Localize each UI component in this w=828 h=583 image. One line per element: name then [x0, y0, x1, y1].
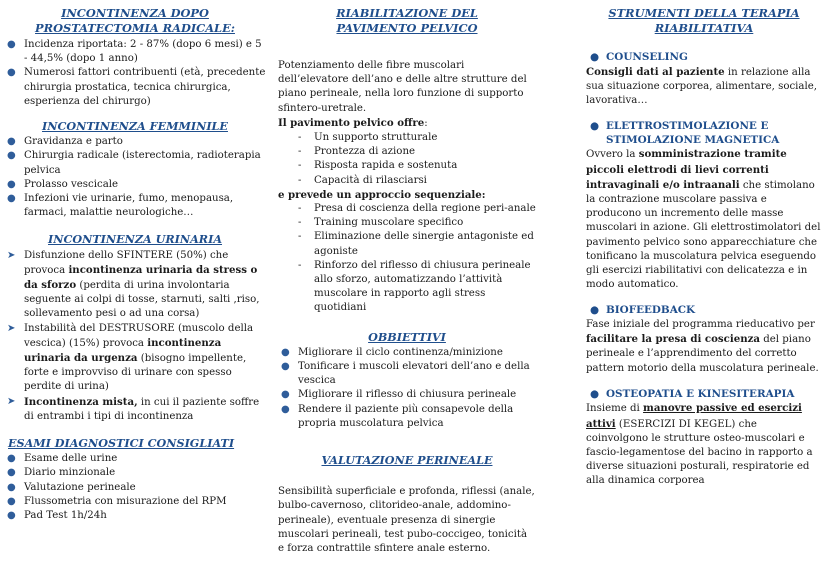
bullet-icon: ●: [7, 67, 16, 79]
heading-text: OSTEOPATIA E KINESITERAPIA: [606, 387, 795, 400]
counseling-bold: Consigli dati al paziente: [586, 65, 725, 78]
title-line: RIABILITAZIONE DEL: [336, 6, 478, 20]
item-text: Prolasso vescicale: [24, 178, 119, 190]
item-bold: incontinenza urinaria da stress o da sforzo: [24, 263, 258, 292]
counseling-rest: in relazione alla sua situazione corporea, alimentare, sociale, lavorativa…: [586, 66, 818, 106]
heading-text: STIMOLAZIONE MAGNETICA: [606, 133, 780, 146]
arrow-bullet-icon: ➤: [7, 322, 16, 334]
item-text: Risposta rapida e sostenuta: [314, 160, 458, 172]
list-item: [278, 216, 536, 230]
heading-esami: ESAMI DIAGNOSTICI CONSIGLIATI: [8, 436, 235, 451]
list-item: [278, 230, 536, 258]
heading-text: BIOFEEDBACK: [606, 304, 696, 317]
item-text: Prontezza di azione: [314, 146, 416, 158]
bullet-icon: ●: [7, 495, 16, 507]
bullet-icon: ●: [7, 178, 16, 190]
elettro-text: [586, 147, 822, 292]
item-text: in cui il paziente soffre di entrambi i tipi di incontinenza: [24, 396, 260, 422]
column-riabilitazione: [278, 6, 536, 556]
list-item: [4, 178, 266, 192]
dash-icon: -: [298, 174, 302, 186]
arrow-bullet-icon: ➤: [7, 395, 16, 407]
item-text: Numerosi fattori contribuenti (età, precedente chirurgia prostatica, tecnica chirurgica, esperienza del chirurgo): [24, 67, 266, 107]
list-item: [278, 145, 536, 159]
bio-a: Fase iniziale del programma rieducativo per: [586, 319, 815, 331]
column-incontinenza: [4, 6, 266, 523]
item-text: Presa di coscienza della regione peri-anale: [314, 203, 536, 215]
dash-icon: -: [298, 203, 302, 215]
elettro-bold: somministrazione tramite piccoli elettrodi di lievi correnti intravaginali e/o intraanali: [586, 148, 787, 191]
heading-urinaria: INCONTINENZA URINARIA: [47, 232, 223, 247]
dash-icon: -: [298, 259, 302, 271]
item-text: Eliminazione delle sinergie antagoniste ed agoniste: [314, 231, 534, 257]
bullet-icon: ●: [281, 389, 290, 401]
item-bold: incontinenza urinaria da urgenza: [24, 336, 222, 365]
elettro-c: che stimolano la contrazione muscolare passiva e producono un incremento delle masse muscolari in azione. Gli elettrostimolatori del pavimento pelvico sono apparecchiature che tonificano la muscolatura pelvica eseguendo gli esercizi riabilitativi con delicatezza e in modo automatico.: [586, 179, 821, 291]
list-item: [4, 38, 266, 66]
arrow-bullet-icon: ➤: [7, 249, 16, 261]
list-item: [4, 149, 266, 177]
bullet-icon: ●: [281, 346, 290, 358]
offre-colon: :: [424, 117, 428, 129]
item-text: Instabilità del DESTRUSORE (muscolo della vescica) (15%) provoca: [24, 322, 254, 349]
list-item: [4, 395, 266, 424]
title-line: STRUMENTI DELLA TERAPIA: [608, 6, 800, 20]
list-item: [278, 159, 536, 173]
bullet-icon: ●: [281, 361, 290, 373]
bullet-icon: ●: [590, 304, 600, 317]
item-text: Migliorare il riflesso di chiusura perineale: [298, 389, 517, 401]
title-line: PAVIMENTO PELVICO: [336, 20, 478, 35]
heading-osteopatia: [586, 388, 822, 402]
bullet-icon: ●: [7, 150, 16, 162]
item-text: (bisogno impellente, forte e improvviso di urinare con spesso perdite di urina): [24, 353, 247, 393]
elettro-a: Ovvero la: [586, 149, 639, 161]
item-text: Disfunzione dello SFINTERE (50%) che provoca: [24, 249, 229, 276]
bullet-icon: ●: [590, 51, 600, 63]
heading-femminile: INCONTINENZA FEMMINILE: [42, 119, 228, 134]
list-esami: [4, 452, 266, 523]
list-item: [4, 481, 266, 495]
title-strumenti: [586, 6, 822, 35]
list-item: [4, 135, 266, 149]
item-text: Valutazione perineale: [24, 481, 136, 493]
bullet-icon: ●: [7, 467, 16, 479]
bio-text: [586, 318, 822, 376]
list-offre: [278, 131, 536, 188]
list-approccio: [278, 202, 536, 316]
approccio-label: e prevede un approccio sequenziale:: [278, 188, 486, 201]
list-item: [4, 322, 266, 395]
item-text: Rinforzo del riflesso di chiusura perineale allo sforzo, automatizzando l’attività muscolare in rapporto agli stress quotidiani: [314, 259, 531, 314]
title-line: INCONTINENZA DOPO: [61, 6, 209, 20]
dash-icon: -: [298, 217, 302, 229]
list-item: [278, 131, 536, 145]
item-text: Tonificare i muscoli elevatori dell’ano e della vescica: [298, 361, 530, 387]
item-text: Diario minzionale: [24, 467, 116, 479]
title-line: PROSTATECTOMIA RADICALE:: [35, 20, 235, 35]
title-line: RIABILITATIVA: [654, 20, 754, 35]
offre-label: [278, 116, 536, 131]
list-item: [278, 403, 536, 431]
item-text: Infezioni vie urinarie, fumo, menopausa, farmaci, malattie neurologiche…: [24, 193, 234, 219]
bullet-icon: ●: [7, 136, 16, 148]
heading-text: ELETTROSTIMOLAZIONE E: [606, 120, 769, 133]
list-item: [278, 388, 536, 402]
offre-label-text: Il pavimento pelvico offre: [278, 116, 425, 129]
item-text: Training muscolare specifico: [314, 217, 464, 229]
column-strumenti: [586, 6, 822, 489]
heading-elettrostimolazione: [586, 120, 822, 147]
item-text: Un supporto strutturale: [314, 132, 438, 144]
item-text: (perdita di urina involontaria seguente ai colpi di tosse, starnuti, salti ,riso, sollevamento pesi o ad una corsa): [24, 280, 260, 320]
list-item: [4, 509, 266, 523]
title-riabilitazione: [278, 6, 536, 35]
bullet-icon: ●: [590, 387, 600, 400]
heading-biofeedback: [586, 304, 822, 318]
list-item: [278, 346, 536, 360]
list-item: [4, 192, 266, 220]
list-item: [4, 66, 266, 109]
list-urinaria: [4, 249, 266, 424]
list-femminile: [4, 135, 266, 220]
list-item: [4, 466, 266, 480]
dash-icon: -: [298, 146, 302, 158]
dash-icon: -: [298, 231, 302, 243]
item-text: Migliorare il ciclo continenza/minizione: [298, 346, 503, 358]
bullet-icon: ●: [7, 193, 16, 205]
list-item: [4, 452, 266, 466]
item-text: Rendere il paziente più consapevole della propria muscolatura pelvica: [298, 403, 514, 429]
list-item: [278, 259, 536, 316]
item-text: Gravidanza e parto: [24, 136, 123, 148]
bio-c: del piano perineale e l’apprendimento del corretto pattern motorio della muscolatura perineale.: [586, 334, 819, 374]
heading-counseling: [586, 51, 822, 65]
intro-text: Potenziamento delle fibre muscolari dell’elevatore dell’ano e delle altre strutture del piano perineale, nella loro funzione di supporto sfintero-uretrale.: [278, 60, 527, 114]
osteo-c: (ESERCIZI DI KEGEL) che coinvolgono le strutture osteo-muscolari e fascio-legamentose del bacino in rapporto a diverse situazioni posturali, respiratorie ed alla dinamica corporea: [586, 418, 813, 487]
item-text: Capacità di rilasciarsi: [314, 174, 427, 186]
heading-text: COUNSELING: [606, 51, 688, 63]
osteo-text: [586, 401, 822, 488]
list-prostatectomia: [4, 38, 266, 109]
item-text: Incidenza riportata: 2 - 87% (dopo 6 mesi) e 5 - 44,5% (dopo 1 anno): [24, 39, 262, 65]
dash-icon: -: [298, 132, 302, 144]
list-item: [4, 249, 266, 322]
list-item: [278, 174, 536, 188]
heading-valutazione: VALUTAZIONE PERINEALE: [321, 453, 493, 468]
item-text: Chirurgia radicale (isterectomia, radioterapia pelvica: [24, 150, 261, 176]
list-item: [4, 495, 266, 509]
bullet-icon: ●: [7, 481, 16, 493]
osteo-a: Insieme di: [586, 403, 644, 415]
bullet-icon: ●: [7, 39, 16, 50]
bullet-icon: ●: [281, 403, 290, 415]
bullet-icon: ●: [7, 453, 16, 465]
dash-icon: -: [298, 160, 302, 172]
valutazione-text: Sensibilità superficiale e profonda, riflessi (anale, bulbo-cavernoso, clitorideo-anale, addomino-perineale), eventuale presenza di sinergie muscolari perineali, test pubo-coccigeo, tonicità e forza contrattile sfintere anale esterno.: [278, 486, 535, 555]
bullet-icon: ●: [7, 510, 16, 522]
item-text: Pad Test 1h/24h: [24, 510, 107, 522]
osteo-bold: manovre passive ed esercizi attivi: [586, 402, 802, 430]
counseling-text: [586, 65, 822, 109]
item-text: Esame delle urine: [24, 453, 118, 465]
item-bold: Incontinenza mista,: [24, 395, 138, 408]
bio-bold: facilitare la presa di coscienza: [586, 333, 760, 346]
item-text: Flussometria con misurazione del RPM: [24, 495, 227, 507]
list-obiettivi: [278, 346, 536, 431]
heading-obiettivi: OBBIETTIVI: [368, 329, 446, 344]
title-prostatectomia: [4, 6, 266, 35]
list-item: [278, 360, 536, 388]
list-item: [278, 202, 536, 216]
bullet-icon: ●: [590, 120, 600, 133]
